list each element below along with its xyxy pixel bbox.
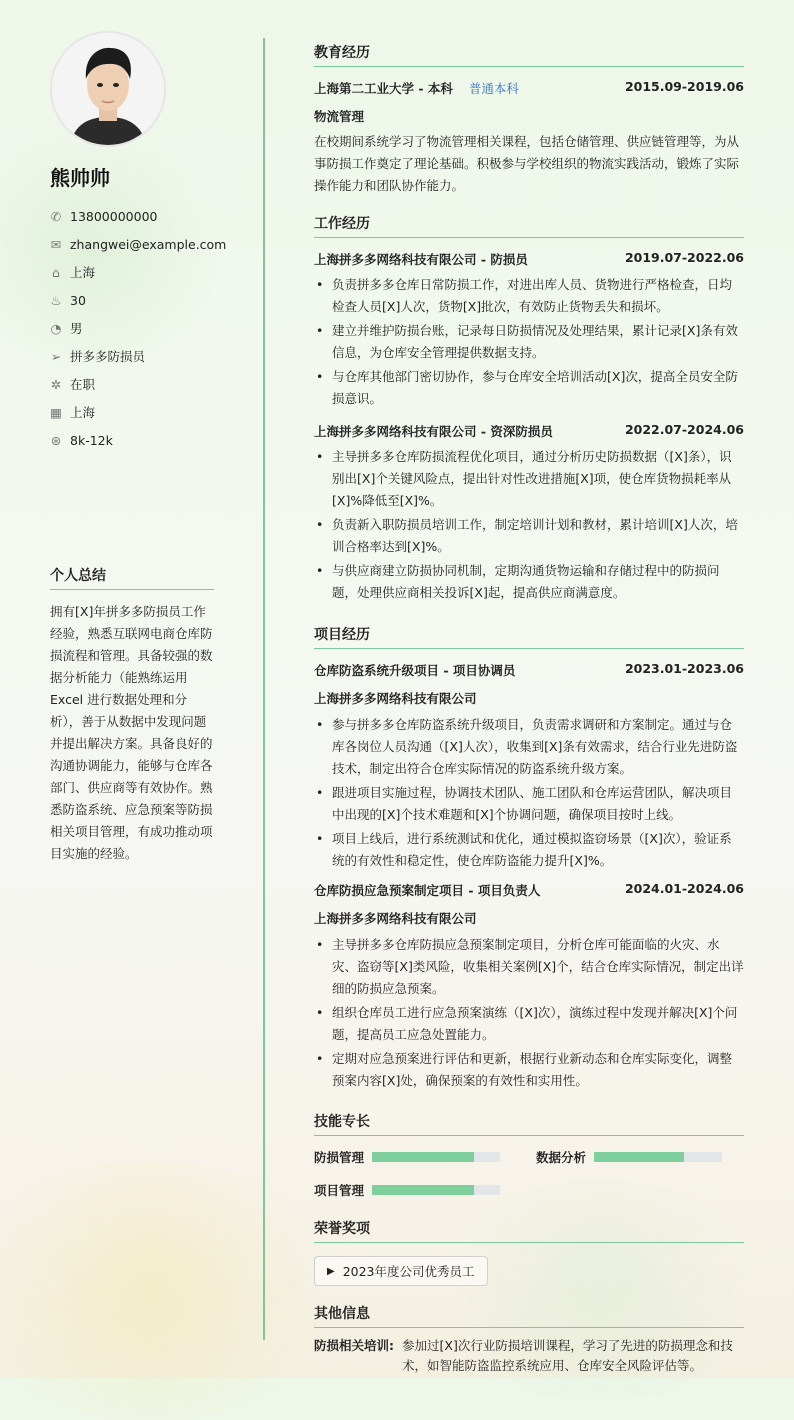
project-date: 2023.01-2023.06 xyxy=(624,661,744,676)
bullet-item: • 负责新入职防损员培训工作，制定培训计划和教材，累计培训[X]人次，培训合格率达到[X]%。 xyxy=(314,514,744,558)
job-bullets xyxy=(314,446,744,606)
sidebar xyxy=(0,0,262,1378)
project-row xyxy=(314,881,744,899)
contact-info-text: 上海 xyxy=(70,265,96,280)
contact-info-item xyxy=(50,202,226,230)
profile-name: 熊帅帅 xyxy=(50,166,110,190)
bullet-item: • 跟进项目实施过程，协调技术团队、施工团队和仓库运营团队，解决项目中出现的[X]个技术难题和[X]个协调问题，确保项目按时上线。 xyxy=(314,782,744,826)
other-info xyxy=(314,1336,744,1376)
building-icon: ▦ xyxy=(50,404,62,420)
other-heading: 其他信息 xyxy=(314,1303,744,1328)
skill-item xyxy=(536,1148,722,1166)
bullet-item: • 负责拼多多仓库日常防损工作，对进出库人员、货物进行严格检查，日均检查人员[X]人次，货物[X]批次，有效防止货物丢失和损坏。 xyxy=(314,274,744,318)
skill-bar-fill xyxy=(594,1152,684,1162)
project-row xyxy=(314,661,744,679)
project-bullets xyxy=(314,934,744,1094)
contact-info-text: 上海 xyxy=(70,405,96,420)
contact-info-list xyxy=(50,202,226,454)
skill-bar-fill xyxy=(372,1152,474,1162)
contact-info-text: 男 xyxy=(70,321,83,336)
skill-bar-fill xyxy=(372,1185,474,1195)
bullet-item: • 定期对应急预案进行评估和更新，根据行业新动态和仓库实际变化，调整预案内容[X]处，确保预案的有效性和实用性。 xyxy=(314,1048,744,1092)
bullet-item: • 与仓库其他部门密切协作，参与仓库安全培训活动[X]次，提高全员安全防损意识。 xyxy=(314,366,744,410)
bullet-item: • 建立并维护防损台账，记录每日防损情况及处理结果，累计记录[X]条有效信息，为仓库安全管理提供数据支持。 xyxy=(314,320,744,364)
education-row xyxy=(314,79,744,97)
skill-bar xyxy=(372,1185,500,1195)
summary-text: 拥有[X]年拼多多防损员工作经验，熟悉互联网电商仓库防损流程和管理。具备较强的数据分析能力（能熟练运用 Excel 进行数据处理和分析），善于从数据中发现问题并提出解决方案。具备良好的沟通协调能力，能够与仓库各部门、供应商等有效协作。熟悉防盗系统、应急预案等防损相关项目管理，有成功推动项目实施的经验。 xyxy=(50,604,213,861)
education-heading: 教育经历 xyxy=(314,42,744,67)
divider xyxy=(263,38,265,1340)
project-name: 仓库防损应急预案制定项目 - 项目负责人 xyxy=(314,883,541,898)
summary-heading: 个人总结 xyxy=(50,565,214,590)
contact-info-item xyxy=(50,398,226,426)
skill-name: 项目管理 xyxy=(314,1183,365,1198)
skills-heading: 技能专长 xyxy=(314,1111,744,1136)
job-bullets xyxy=(314,274,744,412)
award-text: 2023年度公司优秀员工 xyxy=(342,1264,475,1279)
home-icon: ⌂ xyxy=(52,264,60,280)
contact-info-text: 拼多多防损员 xyxy=(70,349,146,364)
job-company: 上海拼多多网络科技有限公司 - 防损员 xyxy=(314,252,528,267)
bullet-item: • 与供应商建立防损协同机制，定期沟通货物运输和存储过程中的防损问题，处理供应商相关投诉[X]起，提高供应商满意度。 xyxy=(314,560,744,604)
status-icon: ✲ xyxy=(50,376,62,392)
work-heading: 工作经历 xyxy=(314,213,744,238)
job-date: 2019.07-2022.06 xyxy=(624,250,744,265)
projects-heading: 项目经历 xyxy=(314,624,744,649)
job-company: 上海拼多多网络科技有限公司 - 资深防损员 xyxy=(314,424,553,439)
project-bullets xyxy=(314,714,744,874)
contact-info-text: 13800000000 xyxy=(70,208,158,224)
contact-info-text: zhangwei@example.com xyxy=(70,236,227,252)
skill-bar xyxy=(594,1152,722,1162)
contact-info-item xyxy=(50,286,226,314)
avatar xyxy=(50,31,166,147)
job-date: 2022.07-2024.06 xyxy=(624,422,744,437)
contact-info-text: 30 xyxy=(70,292,86,308)
play-triangle-icon: ▶ xyxy=(327,1265,335,1277)
education-major: 物流管理 xyxy=(314,109,365,124)
salary-icon: ⊛ xyxy=(50,432,62,448)
contact-info-item xyxy=(50,370,226,398)
education-tag: 普通本科 xyxy=(468,81,519,96)
project-date: 2024.01-2024.06 xyxy=(624,881,744,896)
bullet-item: • 项目上线后，进行系统测试和优化，通过模拟盗窃场景（[X]次），验证系统的有效性和稳定性，使仓库防盗能力提升[X]%。 xyxy=(314,828,744,872)
skill-item xyxy=(314,1148,500,1166)
other-text: 参加过[X]次行业防损培训课程，学习了先进的防损理念和技术，如智能防盗监控系统应用、仓库安全风险评估等。 xyxy=(402,1338,733,1373)
education-school: 上海第二工业大学 - 本科 xyxy=(314,81,453,96)
contact-info-item xyxy=(50,230,226,258)
phone-icon: ✆ xyxy=(50,208,62,224)
bullet-item: • 组织仓库员工进行应急预案演练（[X]次），演练过程中发现并解决[X]个问题，提高员工应急处置能力。 xyxy=(314,1002,744,1046)
other-label: 防损相关培训: xyxy=(314,1338,394,1353)
avatar-portrait-icon xyxy=(52,33,164,145)
contact-info-item xyxy=(50,258,226,286)
contact-info-text: 在职 xyxy=(70,377,96,392)
award-item[interactable] xyxy=(314,1256,488,1286)
skill-bar xyxy=(372,1152,500,1162)
cake-icon: ♨ xyxy=(50,292,62,308)
honors-heading: 荣誉奖项 xyxy=(314,1218,744,1243)
project-org: 上海拼多多网络科技有限公司 xyxy=(314,691,477,706)
bullet-item: • 参与拼多多仓库防盗系统升级项目，负责需求调研和方案制定。通过与仓库各岗位人员沟通（[X]人次），收集到[X]条有效需求，结合行业先进防盗技术，制定出符合仓库实际情况的防盗系统升级方案。 xyxy=(314,714,744,780)
contact-info-item xyxy=(50,342,226,370)
skill-name: 防损管理 xyxy=(314,1150,365,1165)
project-name: 仓库防盗系统升级项目 - 项目协调员 xyxy=(314,663,516,678)
bullet-item: • 主导拼多多仓库防损流程优化项目，通过分析历史防损数据（[X]条），识别出[X]个关键风险点，提出针对性改进措施[X]项，使仓库货物损耗率从[X]%降低至[X]%。 xyxy=(314,446,744,512)
contact-info-item xyxy=(50,314,226,342)
job-row xyxy=(314,250,744,268)
job-row xyxy=(314,422,744,440)
bullet-item: • 主导拼多多仓库防损应急预案制定项目，分析仓库可能面临的火灾、水灾、盗窃等[X]类风险，收集相关案例[X]个，结合仓库实际情况，制定出详细的防损应急预案。 xyxy=(314,934,744,1000)
contact-info-item xyxy=(50,426,226,454)
skill-item xyxy=(314,1181,500,1199)
mail-icon: ✉ xyxy=(50,236,62,252)
education-description: 在校期间系统学习了物流管理相关课程，包括仓储管理、供应链管理等，为从事防损工作奠定了理论基础。积极参与学校组织的物流实践活动，锻炼了实际操作能力和团队协作能力。 xyxy=(314,134,740,193)
contact-info-text: 8k-12k xyxy=(70,432,113,448)
project-org: 上海拼多多网络科技有限公司 xyxy=(314,911,477,926)
send-icon: ➢ xyxy=(50,348,62,364)
skill-name: 数据分析 xyxy=(536,1150,587,1165)
education-date: 2015.09-2019.06 xyxy=(624,79,744,94)
gender-icon: ◔ xyxy=(50,320,62,336)
